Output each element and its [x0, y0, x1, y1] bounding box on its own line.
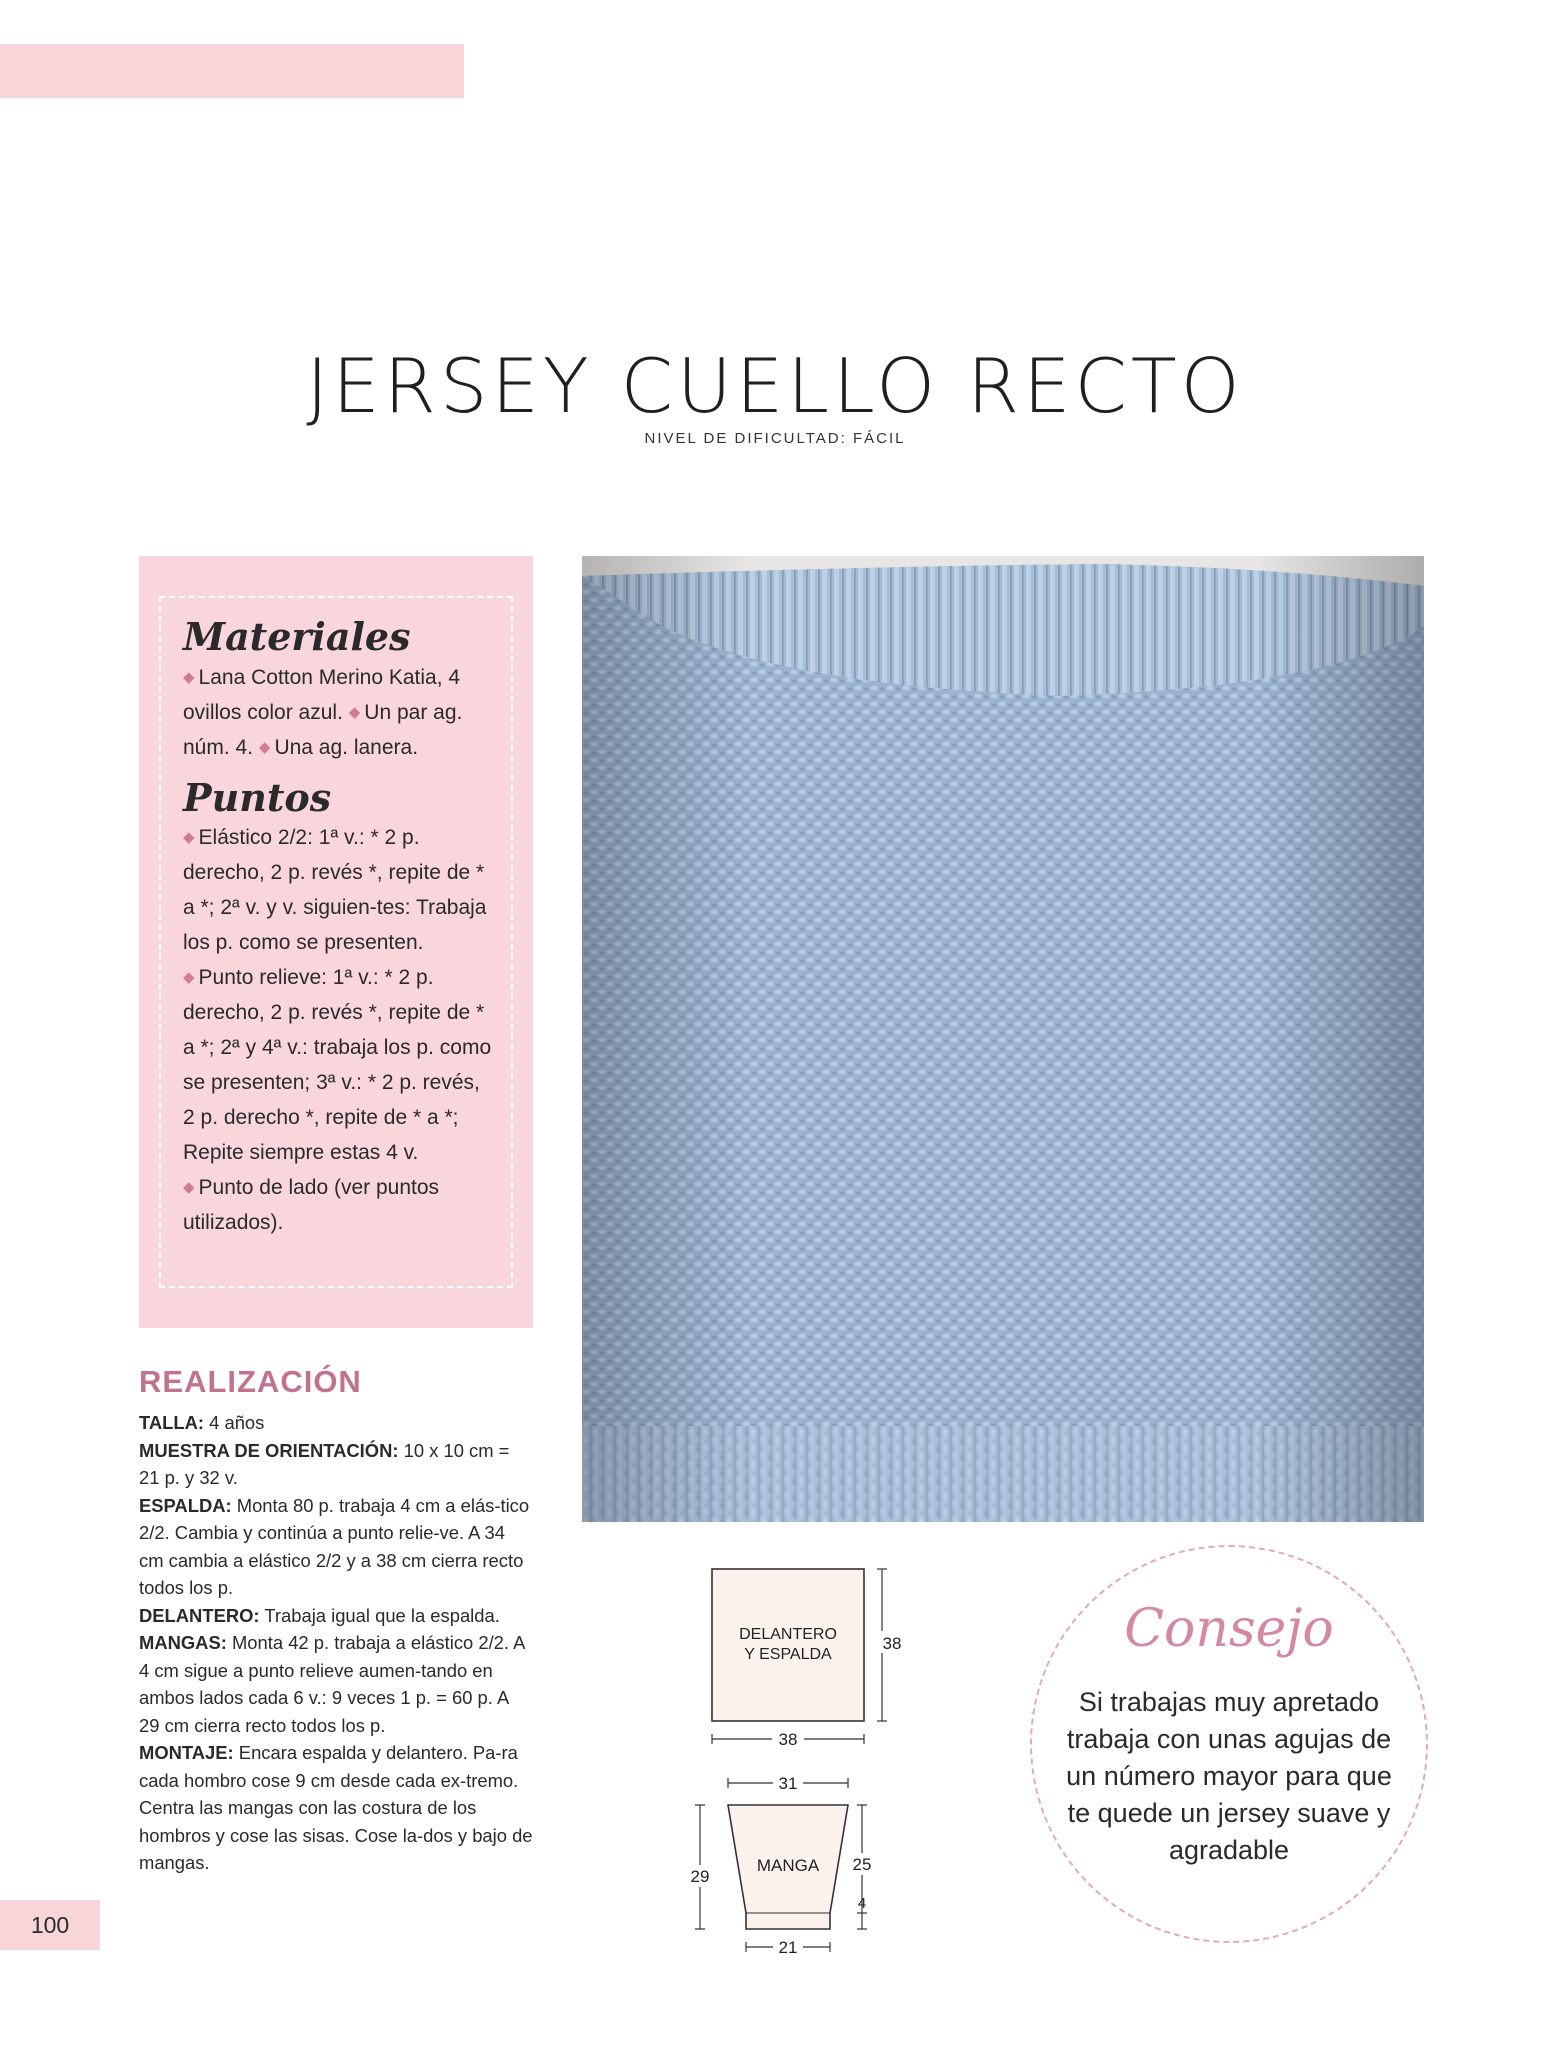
- stitch-item: Punto relieve: 1ª v.: * 2 p. derecho, 2 p. revés *, repite de * a *; 2ª y 4ª v.: trabaja los p. como se presenten; 3ª v.: * 2 p. revés, 2 p. derecho *, repite de * a *; Repite siempre estas 4 v.: [183, 966, 492, 1165]
- front-label: DELANTERO:: [139, 1604, 260, 1626]
- tip-text: Si trabajas muy apretado trabaja con unas agujas de un número mayor para que te quede un jersey suave y agradable: [1066, 1687, 1392, 1865]
- realization-heading: REALIZACIÓN: [139, 1364, 362, 1399]
- stitches-heading: Puntos: [183, 774, 332, 820]
- sweater-photo: [582, 556, 1424, 1522]
- sleeve-top-width-value: 31: [778, 1774, 798, 1793]
- assembly-label: MONTAJE:: [139, 1742, 234, 1763]
- header-band: [0, 44, 464, 98]
- sleeve-cuff-height-value: 4: [857, 1895, 867, 1912]
- page-number: 100: [0, 1900, 100, 1950]
- gauge-label: MUESTRA DE ORIENTACIÓN:: [139, 1439, 399, 1461]
- tip-circle: [1030, 1545, 1428, 1943]
- diamond-bullet-icon: ◆: [183, 969, 195, 987]
- back-label: ESPALDA:: [139, 1494, 232, 1516]
- difficulty-level: NIVEL DE DIFICULTAD: FÁCIL: [644, 430, 906, 447]
- body-label-line2: Y ESPALDA: [744, 1646, 832, 1663]
- schematic-diagram: [680, 1545, 930, 1965]
- back-text: Monta 80 p. trabaja 4 cm a elás-tico 2/2. Cambia y continúa a punto relie-ve. A 34 cm cambia a elástico 2/2 y a 38 cm cierra recto todos los p.: [139, 1494, 530, 1598]
- body-label-line1: DELANTERO: [739, 1626, 837, 1643]
- diamond-bullet-icon: ◆: [348, 703, 361, 721]
- sleeve-total-height-value: 29: [690, 1867, 710, 1886]
- sleeve-body-height-value: 25: [852, 1855, 872, 1874]
- materials-item: Un par ag. núm. 4.: [183, 700, 463, 759]
- stitch-item: Punto de lado (ver puntos utilizados).: [183, 1176, 440, 1235]
- assembly-text: Encara espalda y delantero. Pa-ra cada hombro cose 9 cm desde cada ex-tremo. Centra las mangas con las costura de los hombros y cose las sisas. Cose la-dos y bajo de mangas.: [139, 1742, 533, 1873]
- tip-heading: Consejo: [1124, 1599, 1334, 1659]
- diamond-bullet-icon: ◆: [183, 829, 195, 847]
- body-height-value: 38: [882, 1634, 902, 1653]
- materials-item: Lana Cotton Merino Katia, 4 ovillos color azul.: [183, 665, 461, 724]
- materials-heading: Materiales: [183, 614, 411, 659]
- size-label: TALLA:: [139, 1412, 205, 1433]
- sleeve-bottom-width-value: 21: [778, 1938, 798, 1957]
- stitches-list: [183, 820, 511, 1240]
- page-title: JERSEY CUELLO RECTO: [306, 342, 1244, 430]
- sleeves-label: MANGAS:: [139, 1632, 227, 1653]
- body-width-value: 38: [778, 1730, 798, 1749]
- diamond-bullet-icon: ◆: [258, 738, 271, 756]
- body-piece: [712, 1569, 864, 1721]
- materials-box: [139, 556, 533, 1328]
- size-text: 4 años: [204, 1412, 265, 1433]
- gauge-text: 10 x 10 cm = 21 p. y 32 v.: [139, 1439, 510, 1488]
- front-text: Trabaja igual que la espalda.: [259, 1604, 500, 1626]
- realization-instructions: [139, 1409, 533, 1877]
- materials-list: [183, 660, 511, 765]
- sleeves-text: Monta 42 p. trabaja a elástico 2/2. A 4 cm sigue a punto relieve aumen-tando en ambos lados cada 6 v.: 9 veces 1 p. = 60 p. A 29 cm cierra recto todos los p.: [139, 1632, 525, 1736]
- diamond-bullet-icon: ◆: [183, 1179, 195, 1197]
- materials-box-border: [159, 596, 513, 1288]
- sleeve-label: MANGA: [756, 1856, 820, 1875]
- stitch-item: Elástico 2/2: 1ª v.: * 2 p. derecho, 2 p. revés *, repite de * a *; 2ª v. y v. siguien-tes: Trabaja los p. como se presenten.: [183, 826, 487, 955]
- diamond-bullet-icon: ◆: [183, 668, 195, 686]
- materials-item: Una ag. lanera.: [274, 735, 419, 759]
